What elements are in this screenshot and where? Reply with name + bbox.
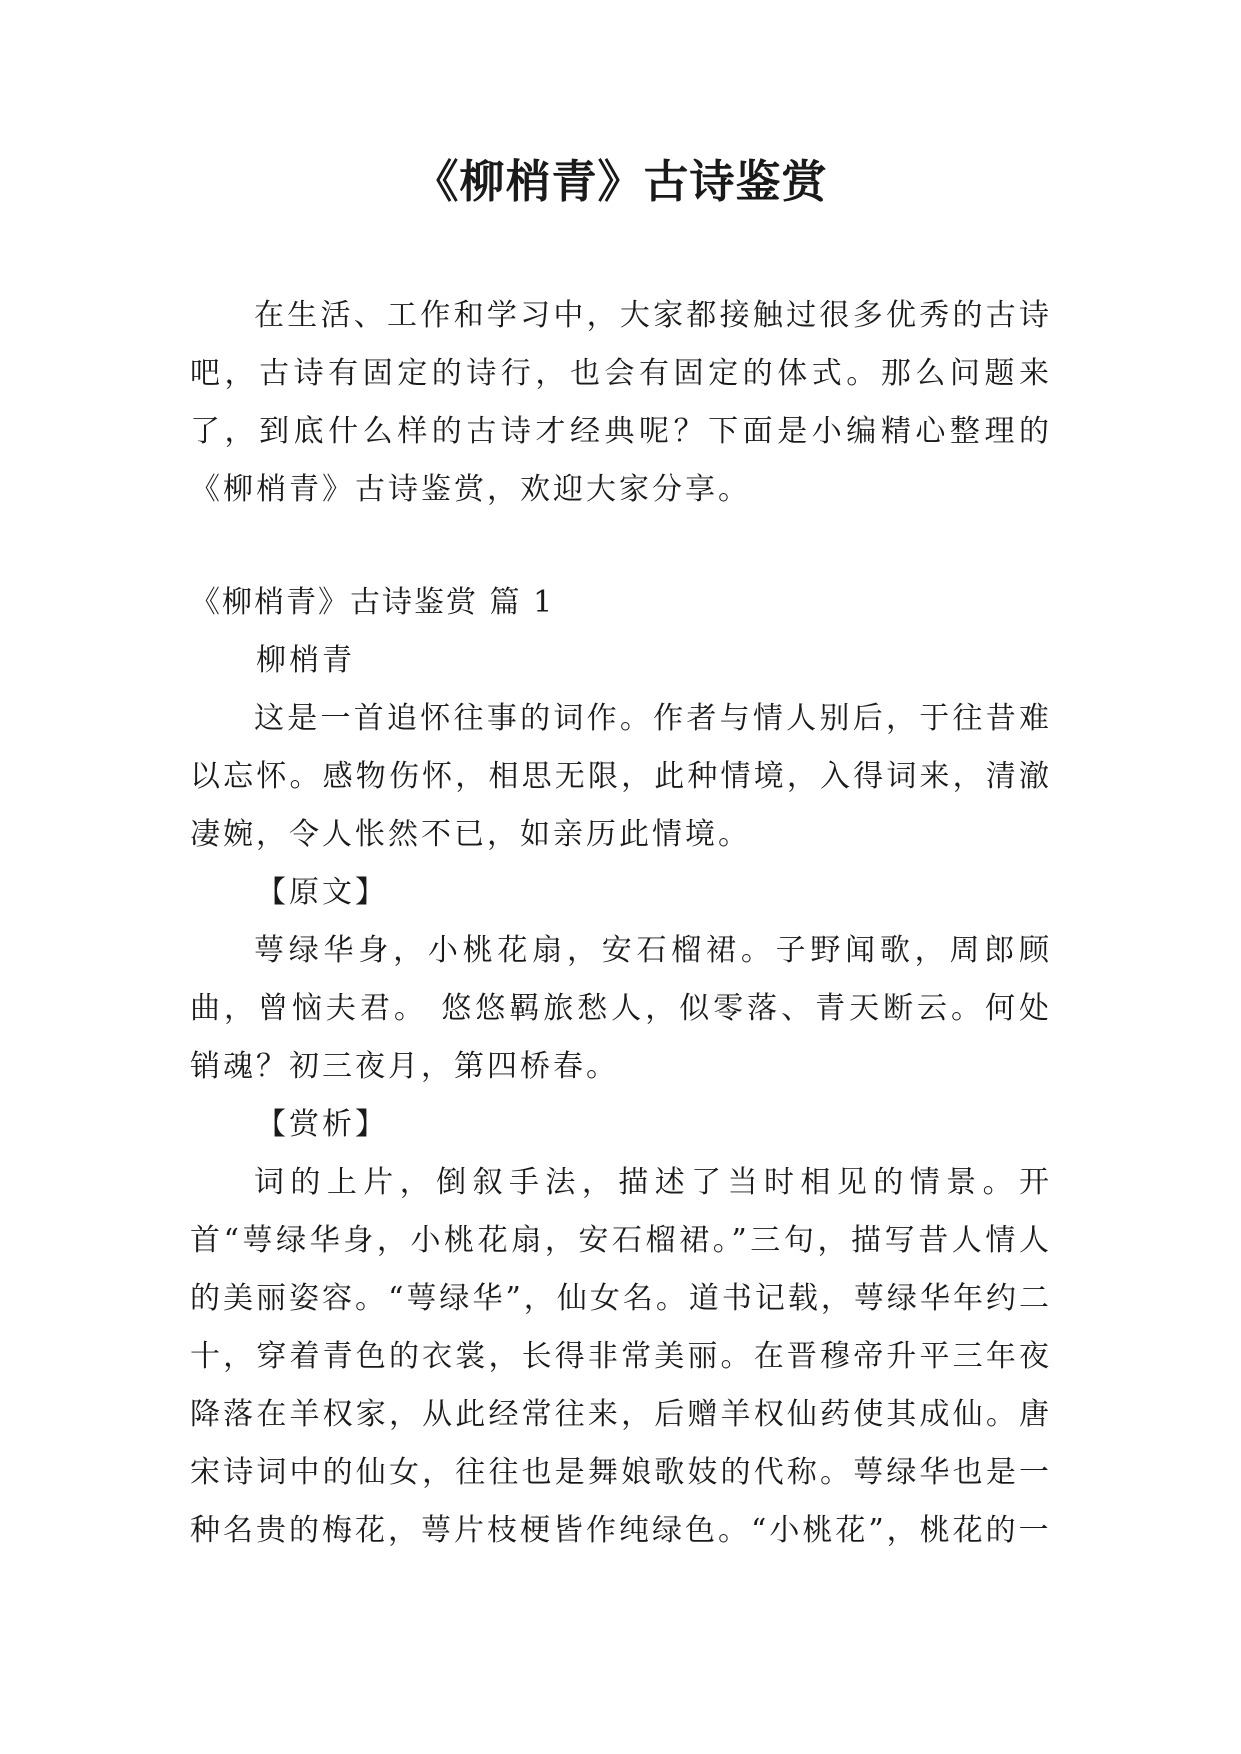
summary-paragraph: 这是一首追怀往事的词作。作者与情人别后，于往昔难以忘怀。感物伤怀，相思无限，此种情境，入得词来，清澈凄婉，令人怅然不已，如亲历此情境。 <box>190 701 1052 852</box>
document-title: 《柳梢青》古诗鉴赏 <box>413 155 828 208</box>
original-text-paragraph: 萼绿华身，小桃花扇，安石榴裙。子野闻歌，周郎顾曲，曾恼夫君。 悠悠羁旅愁人，似零落、青天断云。何处销魂？初三夜月，第四桥春。 <box>190 933 1052 1084</box>
analysis-label: 【赏析】 <box>256 1107 388 1142</box>
original-text-label: 【原文】 <box>256 875 388 910</box>
section-heading: 《柳梢青》古诗鉴赏 篇 1 <box>190 585 555 620</box>
intro-paragraph: 在生活、工作和学习中，大家都接触过很多优秀的古诗吧，古诗有固定的诗行，也会有固定的体式。那么问题来了，到底什么样的古诗才经典呢？下面是小编精心整理的《柳梢青》古诗鉴赏，欢迎大家分享。 <box>190 298 1052 507</box>
analysis-paragraph: 词的上片，倒叙手法，描述了当时相见的情景。开首“萼绿华身，小桃花扇，安石榴裙。”三句，描写昔人情人的美丽姿容。“萼绿华”，仙女名。道书记载，萼绿华年约二十，穿着青色的衣裳，长得非常美丽。在晋穆帝升平三年夜降落在羊权家，从此经常往来，后赠羊权仙药使其成仙。唐宋诗词中的仙女，往往也是舞娘歌妓的代称。萼绿华也是一种名贵的梅花，萼片枝梗皆作纯绿色。“小桃花”，桃花的一 <box>190 1165 1052 1548</box>
poem-title: 柳梢青 <box>256 643 355 678</box>
